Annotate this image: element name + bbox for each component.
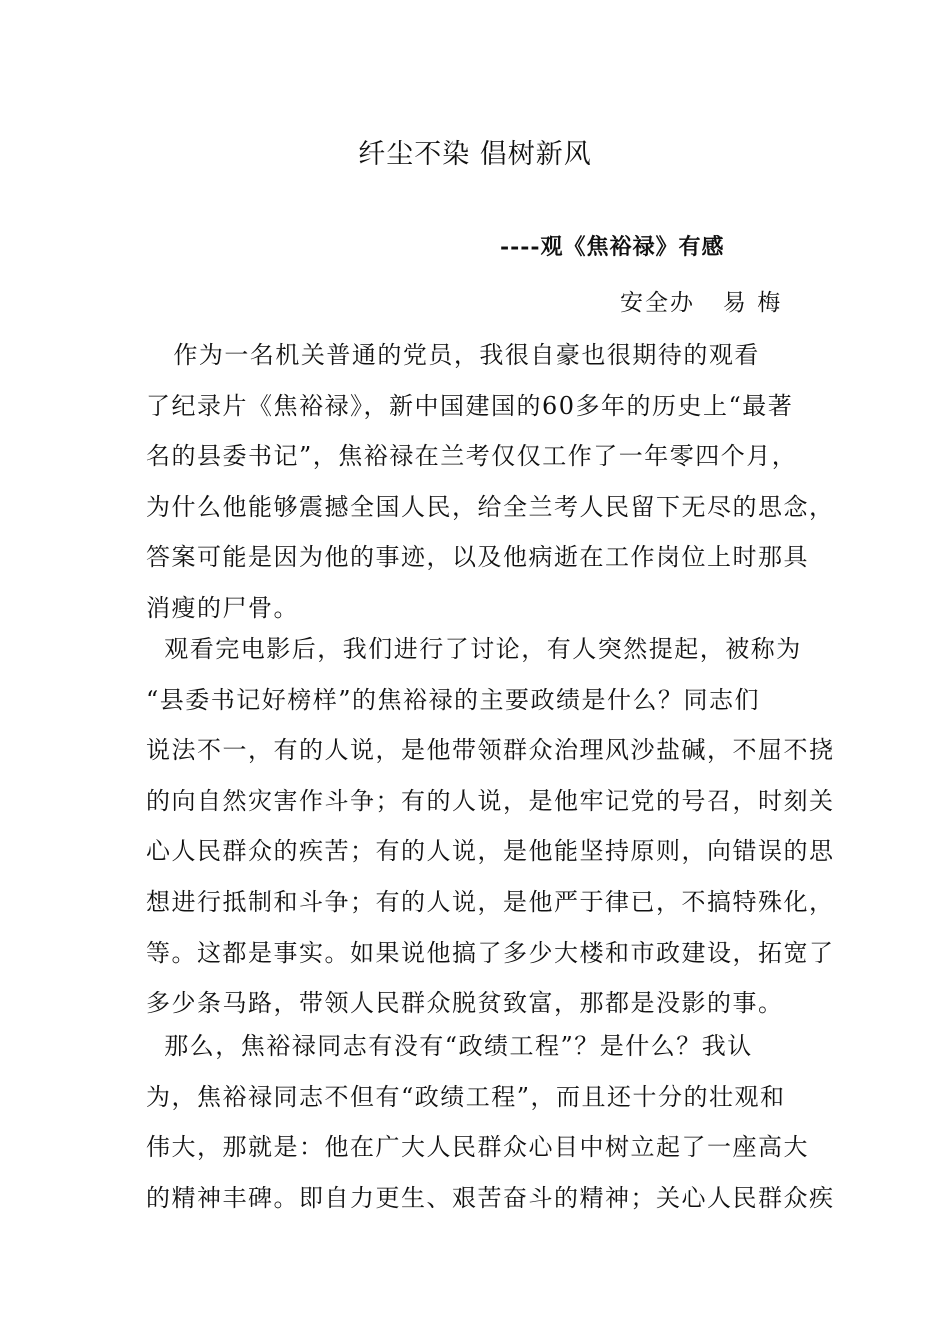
- paragraph-3: [146, 1021, 835, 1223]
- paragraph-line: 的向自然灾害作斗争；有的人说，是他牢记党的号召，时刻关: [146, 786, 835, 815]
- paragraph-line: 那么，焦裕禄同志有没有“政绩工程”？是什么？我认: [146, 1032, 753, 1060]
- paragraph-line: 多少条马路，带领人民群众脱贫致富，那都是没影的事。: [146, 989, 784, 1018]
- paragraph-line: 消瘦的尸骨。: [146, 593, 299, 622]
- page-title: 纤尘不染 倡树新风: [358, 139, 592, 170]
- paragraph-line: 心人民群众的疾苦；有的人说，是他能坚持原则，向错误的思: [146, 837, 835, 866]
- paragraph-2: [146, 624, 835, 1029]
- page-subtitle: ----观《焦裕禄》有感: [500, 234, 725, 260]
- paragraph-line: 名的县委书记”，焦裕禄在兰考仅仅工作了一年零四个月，: [146, 442, 798, 471]
- paragraph-line: 观看完电影后，我们进行了讨论，有人突然提起，被称为: [146, 635, 802, 663]
- paragraph-line: 等。这都是事实。如果说他搞了多少大楼和市政建设，拓宽了: [146, 938, 835, 967]
- paragraph-line: 想进行抵制和斗争；有的人说，是他严于律已，不搞特殊化，: [146, 887, 835, 916]
- paragraph-line: “县委书记好榜样”的焦裕禄的主要政绩是什么？同志们: [146, 685, 761, 714]
- paragraph-line: 说法不一，有的人说，是他带领群众治理风沙盐碱，不屈不挠: [146, 736, 835, 765]
- paragraph-line: 了纪录片《焦裕禄》，新中国建国的60多年的历史上“最著: [146, 391, 794, 420]
- paragraph-1: [146, 330, 835, 634]
- author-line: 安全办 易 梅: [620, 290, 783, 316]
- paragraph-line: 为什么他能够震撼全国人民，给全兰考人民留下无尽的思念，: [146, 492, 835, 521]
- paragraph-line: 的精神丰碑。即自力更生、艰苦奋斗的精神；关心人民群众疾: [146, 1183, 835, 1212]
- paragraph-line: 为，焦裕禄同志不但有“政绩工程”，而且还十分的壮观和: [146, 1082, 786, 1111]
- paragraph-line: 作为一名机关普通的党员，我很自豪也很期待的观看: [146, 341, 760, 369]
- paragraph-line: 答案可能是因为他的事迹，以及他病逝在工作岗位上时那具: [146, 543, 809, 572]
- paragraph-line: 伟大，那就是：他在广大人民群众心目中树立起了一座高大: [146, 1133, 809, 1162]
